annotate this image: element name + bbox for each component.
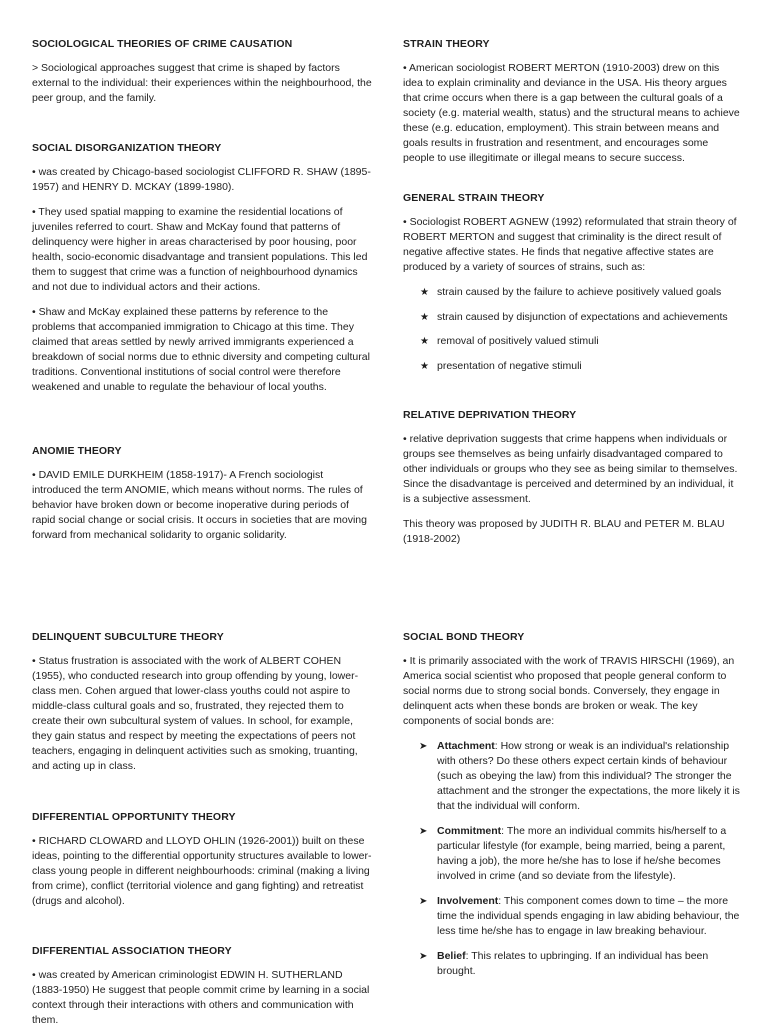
paragraph: • RICHARD CLOWARD and LLOYD OHLIN (1926-2001)) built on these ideas, pointing to the differential opportunity structures available to lower-class young people in different neighbourhoods: criminal (making a living from crime), conflict (territorial violence and gang fighting) and retreatist (drugs and alcohol). (32, 835, 372, 907)
list-item: ★ removal of positively valued stimuli (420, 335, 599, 347)
star-bullet-icon: ★ (420, 311, 429, 323)
arrow-bullet-icon: ➤ (419, 826, 428, 837)
bond-list (403, 739, 741, 979)
paragraph: This theory was proposed by JUDITH R. BLAU and PETER M. BLAU (1918-2002) (403, 518, 725, 545)
list-item: ★ presentation of negative stimuli (420, 359, 582, 372)
section-heading: RELATIVE DEPRIVATION THEORY (403, 409, 577, 421)
section-differential-opportunity (32, 810, 372, 909)
section-heading: STRAIN THEORY (403, 38, 490, 50)
section-anomie (32, 444, 372, 543)
arrow-bullet-icon: ➤ (419, 951, 428, 962)
paragraph: • They used spatial mapping to examine the residential locations of juveniles referred to court. Shaw and McKay found that patterns of delinquency were higher in areas characterised by poor housing, poor health, socio-economic disadvantage and transient populations. This led them to suggest that crime was a function of neighbourhood dynamics and not due to individual actors and their actions. (32, 206, 368, 293)
section-heading: ANOMIE THEORY (32, 445, 122, 457)
list-item: ➤ Attachment: How strong or weak is an individual's relationship with others? Do these others expect certain kinds of behaviour (such as obeying the law) from this individual? The stronger the attachment and the stronger the expectations, the more likely it is that the individual will conform. (419, 740, 740, 812)
section-heading: DIFFERENTIAL ASSOCIATION THEORY (32, 945, 232, 957)
paragraph: • was created by American criminologist EDWIN H. SUTHERLAND (1883-1950) He suggest that people commit crime by learning in a social context through their interactions with others and communication with them. (32, 969, 370, 1026)
arrow-bullet-icon: ➤ (419, 896, 428, 907)
list-item: ➤ Belief: This relates to upbringing. If an individual has been brought. (419, 950, 709, 977)
section-social-bond (403, 630, 741, 979)
section-heading: SOCIAL BOND THEORY (403, 631, 525, 643)
section-strain (403, 37, 741, 166)
section-heading: DELINQUENT SUBCULTURE THEORY (32, 631, 224, 643)
paragraph: • relative deprivation suggests that crime happens when individuals or groups see themselves as being unfairly disadvantaged compared to other individuals or groups who they see as being similar to themselves. Since the disadvantage is perceived and determined by an individual, it is a subjective assessment. (403, 433, 738, 505)
paragraph: • was created by Chicago-based sociologist CLIFFORD R. SHAW (1895-1957) and HENRY D. MCKAY (1899-1980). (32, 166, 371, 193)
list-item: ➤ Commitment: The more an individual commits his/herself to a particular lifestyle (for example, being married, being a parent, having a job), the more he/she has to lose if he/she becomes involved in crime (and so deviate from the lifestyle). (419, 825, 727, 882)
star-bullet-icon: ★ (420, 360, 429, 372)
section-heading: DIFFERENTIAL OPPORTUNITY THEORY (32, 811, 236, 823)
paragraph: > Sociological approaches suggest that crime is shaped by factors external to the individual: their experiences within the neighbourhood, the peer group, and the family. (32, 62, 372, 104)
section-social-disorganization (32, 141, 372, 395)
section-relative-deprivation (403, 408, 741, 547)
paragraph: • It is primarily associated with the work of TRAVIS HIRSCHI (1969), an America social scientist who proposed that people general conform to social norms due to strong social bonds. Conversely, they engage in delinquent acts when these bonds are broken or weak. The key components of social bonds are: (403, 655, 735, 727)
list-item: ➤ Involvement: This component comes down to time – the more time the individual spends engaging in law abiding behaviour, the less time he/she has to engage in law breaking behaviour. (419, 895, 740, 937)
section-differential-association (32, 944, 372, 1028)
section-heading: SOCIOLOGICAL THEORIES OF CRIME CAUSATION (32, 38, 293, 50)
list-item: ★ strain caused by disjunction of expectations and achievements (420, 310, 728, 323)
section-delinquent-subculture (32, 630, 372, 774)
star-bullet-icon: ★ (420, 287, 429, 298)
section-general-strain (403, 191, 741, 374)
section-sociological (32, 37, 372, 106)
strain-list (403, 285, 741, 374)
paragraph: • Shaw and McKay explained these patterns by reference to the problems that accompanied immigration to Chicago at this time. They claimed that areas settled by newly arrived immigrants experienced a breakdown of social norms due to ethnic diversity and competing cultural traditions. Conventional institutions of social control were therefore weakened and unable to regulate the behaviour of local youths. (32, 306, 370, 393)
paragraph: • Sociologist ROBERT AGNEW (1992) reformulated that strain theory of ROBERT MERTON and suggest that criminality is the direct result of negative affective states. He finds that negative affective states are produced by a variety of sources of strains, such as: (403, 216, 737, 273)
star-bullet-icon: ★ (420, 336, 429, 347)
arrow-bullet-icon: ➤ (419, 741, 428, 752)
paragraph: • American sociologist ROBERT MERTON (1910-2003) drew on this idea to explain criminality and deviance in the USA. His theory argues that crime occurs when there is a gap between the cultural goals of a society (e.g. material wealth, status) and the structural means to achieve these (e.g. education, employment). This strain between means and goals results in frustration and resentment, and encourages some people to use illegitimate or illegal means to secure success. (403, 62, 740, 164)
paragraph: • Status frustration is associated with the work of ALBERT COHEN (1955), who conducted research into group offending by young, lower-class men. Cohen argued that lower-class youths could not aspire to middle-class cultural goals and so, frustrated, they rejected them to create their own subcultural system of values. In school, for example, they gain status and respect by meeting the expectations of peers not teachers, engaging in delinquent activities such as smoking, truanting, and acting up in class. (32, 655, 359, 772)
list-item: ★ strain caused by the failure to achieve positively valued goals (420, 286, 722, 298)
section-heading: SOCIAL DISORGANIZATION THEORY (32, 142, 222, 154)
paragraph: • DAVID EMILE DURKHEIM (1858-1917)- A French sociologist introduced the term ANOMIE, which means without norms. The rules of behavior have broken down or become inoperative during periods of rapid social change or social crisis. It occurs in societies that are moving forward from mechanical solidarity to organic solidarity. (32, 469, 367, 541)
section-heading: GENERAL STRAIN THEORY (403, 192, 545, 204)
